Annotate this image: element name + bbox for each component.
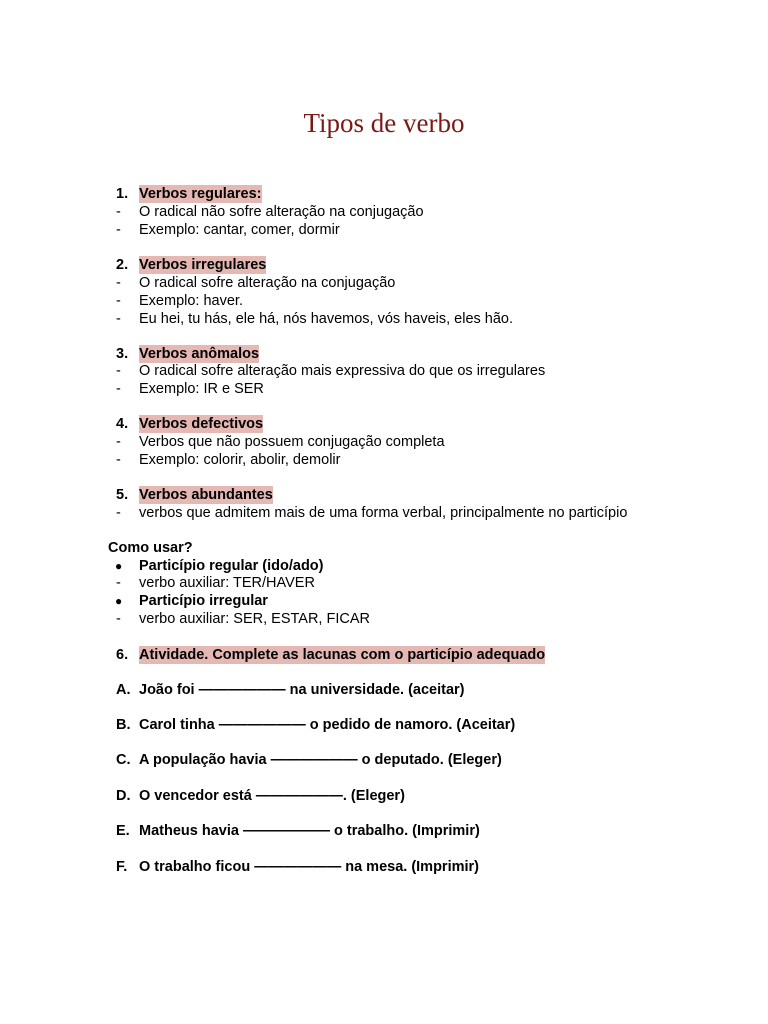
bullet-icon: ● — [115, 559, 123, 573]
section-title: Verbos anômalos — [139, 346, 260, 362]
dash-marker: - — [116, 452, 121, 468]
question-letter: D. — [116, 788, 131, 804]
document-page: Tipos de verbo 1. Verbos regulares: - O radical não sofre alteração na conjugação - Exemplo: cantar, comer, dormir 2. Verbos irregulares - O radical sofre alteração na conjugação - Exemplo: haver. - Eu hei, tu hás, ele há, nós havemos, vós haveis, eles hão. 3. Verbos anômalos - O radical sofre alteração mais expressiva do que os irregulares - Exemplo: IR e SER 4. Verbos defectivos - Verbos que não possuem conjugação completa - Exemplo: colorir, abolir, demolir 5. Verbos abundantes - verbos que admitem mais de uma forma verbal, principalmente no particípio Como usar? ● Particípio regular (ido/ado) - verbo auxiliar: TER/HAVER ● Particípio irregular - verbo auxiliar: SER, ESTAR, FICAR 6. Atividade. Complete as lacunas com o particípio adequado A. João foi ―――――― na universidade. (aceitar) B. Carol tinha ―――――― o pedido de namoro. (Aceitar) C. A população havia ―――――― o deputado. (Eleger) D. O vencedor está ――――――. (Eleger) E. Matheus havia ―――――― o trabalho. (Imprimir) F. O trabalho ficou ―――――― na mesa. (Imprimir) — [0, 0, 768, 1024]
dash-marker: - — [116, 505, 121, 521]
dash-marker: - — [116, 381, 121, 397]
dash-marker: - — [116, 275, 121, 291]
dash-marker: - — [116, 222, 121, 238]
dash-marker: - — [116, 363, 121, 379]
section-number: 3. — [116, 346, 129, 362]
dash-marker: - — [116, 293, 121, 309]
dash-marker: - — [116, 434, 121, 450]
usage-heading: Como usar? — [108, 540, 193, 556]
bullet-icon: ● — [115, 594, 123, 608]
dash-marker: - — [116, 575, 121, 591]
page-title: Tipos de verbo — [303, 108, 465, 138]
question-text: O trabalho ficou ―――――― na mesa. (Imprimir) — [139, 859, 479, 875]
dash-marker: - — [116, 204, 121, 220]
question-text: Carol tinha ―――――― o pedido de namoro. (Aceitar) — [139, 717, 516, 733]
section-number: 2. — [116, 257, 129, 273]
question-text: João foi ―――――― na universidade. (aceitar) — [139, 682, 465, 698]
dash-marker: - — [116, 611, 121, 627]
question-letter: B. — [116, 717, 131, 733]
section-title: Atividade. Complete as lacunas com o particípio adequado — [139, 647, 546, 663]
section-number: 1. — [116, 186, 129, 202]
section-number: 6. — [116, 647, 129, 663]
question-letter: A. — [116, 682, 131, 698]
question-letter: E. — [116, 823, 130, 839]
section-title: Verbos abundantes — [139, 487, 273, 503]
question-text: Matheus havia ―――――― o trabalho. (Imprimir) — [139, 823, 480, 839]
question-text: O vencedor está ――――――. (Eleger) — [139, 788, 405, 804]
section-title: Verbos defectivos — [139, 416, 264, 432]
question-text: A população havia ―――――― o deputado. (Eleger) — [139, 752, 502, 768]
question-letter: F. — [116, 859, 128, 875]
section-number: 4. — [116, 416, 129, 432]
section-title: Verbos regulares: — [139, 186, 262, 202]
section-number: 5. — [116, 487, 129, 503]
section-title: Verbos irregulares — [139, 257, 267, 273]
question-letter: C. — [116, 752, 131, 768]
dash-marker: - — [116, 311, 121, 327]
